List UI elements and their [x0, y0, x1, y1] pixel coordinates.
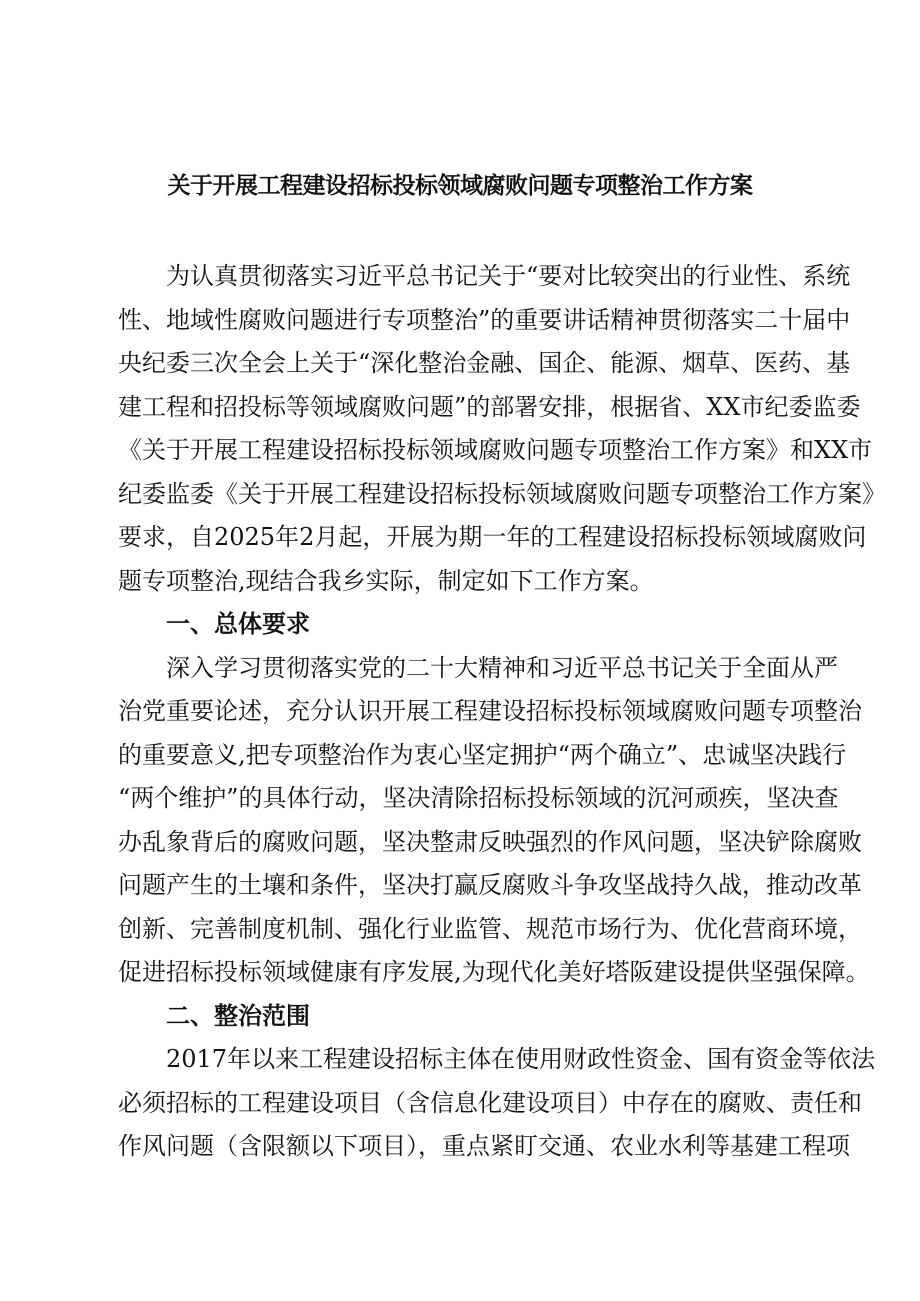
section1-line: 的重要意义,把专项整治作为衷心坚定拥护“两个确立”、忠诚坚决践行 [118, 741, 847, 769]
section1-line: 深入学习贯彻落实党的二十大精神和习近平总书记关于全面从严 [166, 654, 838, 682]
intro-line: 央纪委三次全会上关于“深化整治金融、国企、能源、烟草、医药、基 [118, 349, 851, 377]
section1-line: 问题产生的土壤和条件，坚决打赢反腐败斗争攻坚战持久战，推动改革 [118, 871, 862, 899]
intro-line: 要求，自2025年2月起，开展为期一年的工程建设招标投标领域腐败问 [118, 523, 867, 551]
section2-line: 作风问题（含限额以下项目），重点紧盯交通、农业水利等基建工程项 [118, 1132, 850, 1160]
section1-line: 促进招标投标领域健康有序发展,为现代化美好塔阪建设提供坚强保障。 [118, 958, 870, 986]
intro-line: 题专项整治,现结合我乡实际，制定如下工作方案。 [118, 567, 654, 595]
section1-line: 创新、完善制度机制、强化行业监管、规范市场行为、优化营商环境， [118, 915, 862, 943]
intro-line: 性、地域性腐败问题进行专项整治”的重要讲话精神贯彻落实二十届中 [118, 306, 851, 334]
section2-line: 2017年以来工程建设招标主体在使用财政性资金、国有资金等依法 [166, 1045, 876, 1073]
section-heading-overall-requirements: 一、总体要求 [166, 610, 310, 638]
section1-line: 办乱象背后的腐败问题，坚决整肃反映强烈的作风问题，坚决铲除腐败 [118, 828, 862, 856]
section1-line: “两个维护”的具体行动，坚决清除招标投标领域的沉河顽疾，坚决查 [118, 784, 839, 812]
intro-line: 纪委监委《关于开展工程建设招标投标领域腐败问题专项整治工作方案》 [118, 480, 886, 508]
section1-line: 治党重要论述，充分认识开展工程建设招标投标领域腐败问题专项整治 [118, 697, 862, 725]
section2-line: 必须招标的工程建设项目（含信息化建设项目）中存在的腐败、责任和 [118, 1089, 862, 1117]
section-heading-scope: 二、整治范围 [166, 1002, 310, 1030]
intro-line: 建工程和招投标等领域腐败问题”的部署安排，根据省、XX市纪委监委 [118, 393, 861, 421]
intro-line: 为认真贯彻落实习近平总书记关于“要对比较突出的行业性、系统 [166, 262, 851, 290]
intro-line: 《关于开展工程建设招标投标领域腐败问题专项整治工作方案》和XX市 [118, 436, 873, 464]
document-title: 关于开展工程建设招标投标领域腐败问题专项整治工作方案 [167, 173, 753, 199]
